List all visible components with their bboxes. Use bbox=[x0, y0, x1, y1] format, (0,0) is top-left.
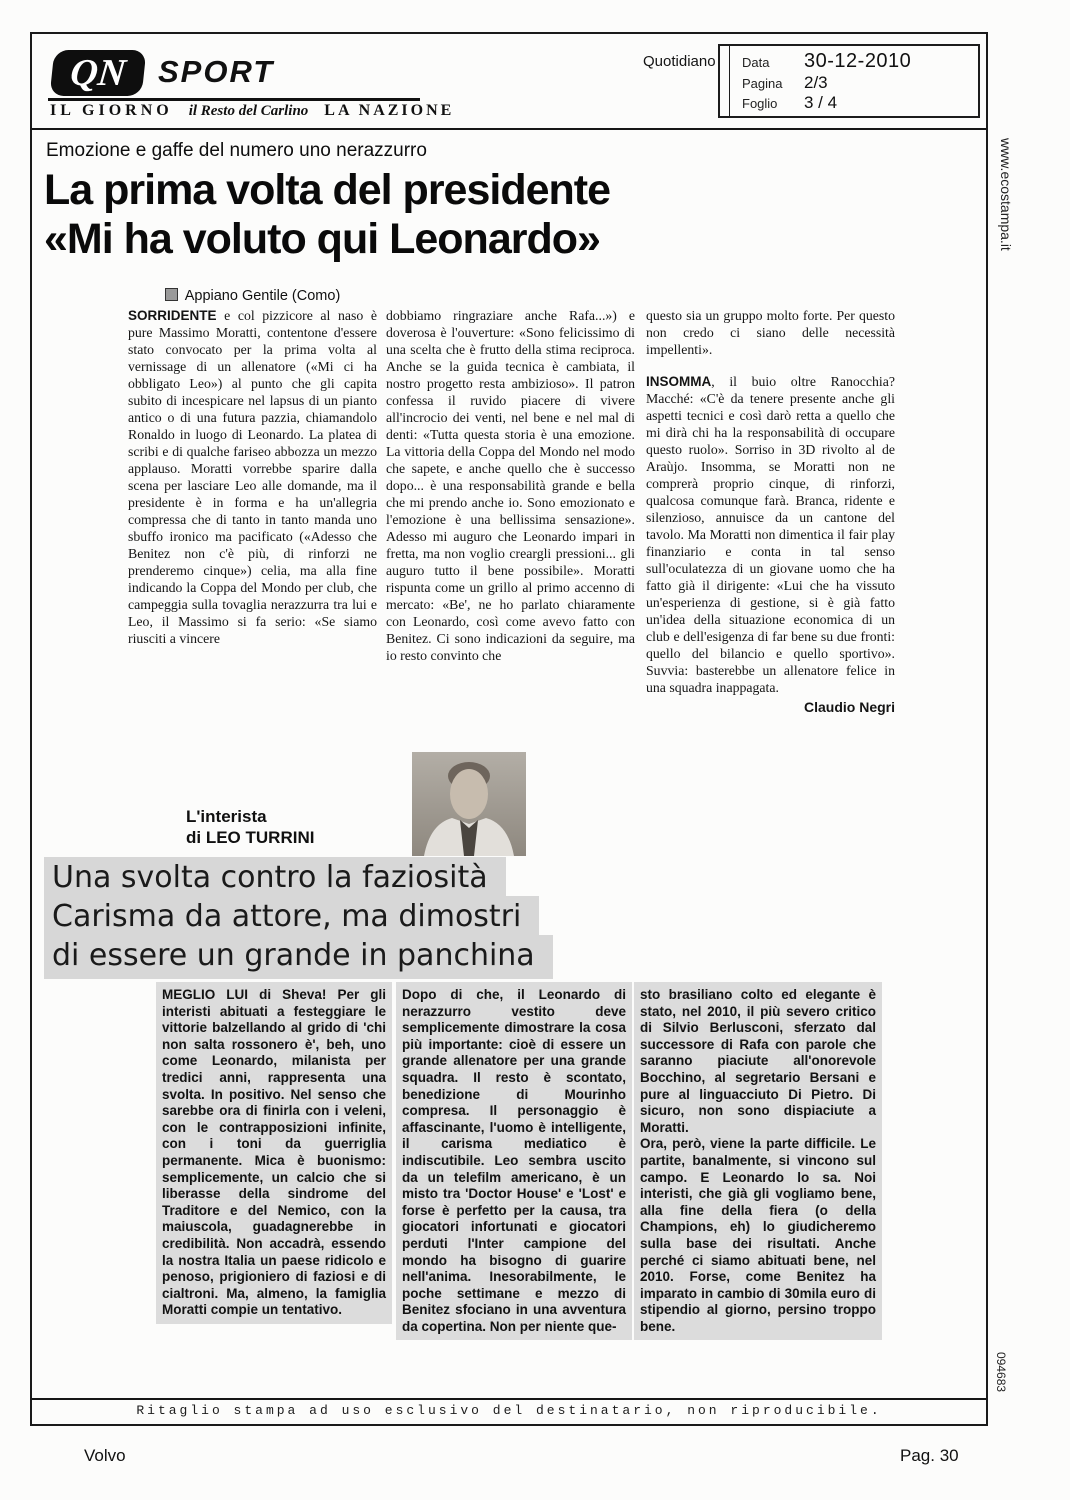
article1-column2 bbox=[386, 307, 635, 664]
article1-column1 bbox=[128, 307, 377, 647]
sport-logo-text: SPORT bbox=[158, 54, 275, 89]
ecostampa-url: www.ecostampa.it bbox=[998, 138, 1014, 251]
article2-col3-paragraph2: Ora, però, viene la parte difficile. Le partite, banalmente, si vincono sul campo. E Leonardo lo sa. Noi interisti, che già gli vogliamo bene, alla fine della fiera (o della Champions, eh) lo giudicheremo sulla base dei risultati. Anche perché ci siamo abituati bene, nel 2010. Forse, come Benitez ha imparato in cambio di 30mila euro di stipendio al giorno, persino troppo bene. bbox=[640, 1136, 876, 1334]
quotidiano-label: Quotidiano bbox=[643, 53, 716, 70]
info-row-pagina bbox=[742, 73, 978, 93]
article1-headline-line2: «Mi ha voluto qui Leonardo» bbox=[44, 215, 600, 263]
article1-kicker: Emozione e gaffe del numero uno nerazzurro bbox=[46, 140, 427, 161]
foglio-value: 3 / 4 bbox=[804, 93, 838, 112]
clipping-code: 094683 bbox=[994, 1352, 1008, 1393]
page-number: Pag. 30 bbox=[900, 1446, 959, 1465]
article2-col3-paragraph1: sto brasiliano colto ed elegante è stato, nel 2010, il più severo critico di Silvio Berlusconi, sferzato dal successore di Rafa con parole che saranno piaciute all'onorevole Bocchino, al segretario Bersani e pure al linguacciuto Di Pietro. Di sicuro, non sono dispiaciute a Moratti. bbox=[640, 987, 876, 1135]
info-row-foglio bbox=[742, 93, 978, 113]
footer-divider bbox=[32, 1398, 986, 1400]
author-photo bbox=[412, 752, 526, 856]
article1-col3-lead: INSOMMA bbox=[646, 374, 712, 389]
author-label-line1: L'interista bbox=[186, 807, 267, 826]
header-divider bbox=[32, 128, 986, 130]
article2-column2 bbox=[396, 982, 632, 1340]
article1-column3 bbox=[646, 307, 895, 716]
data-value: 30-12-2010 bbox=[804, 50, 912, 72]
article2-column1 bbox=[156, 982, 392, 1324]
article2-col2-text: Dopo di che, il Leonardo di nerazzurro vestito deve semplicemente dimostrare la cosa più importante: cioè di essere un grande allenatore per una grande squadra. Il resto è scontato, benedizione di Mourinho compresa. Il personaggio è affascinante, l'uomo è intelligente, il carisma mediatico è indiscutibile. Leo sembra uscito da un telefilm americano, è un misto tra 'Doctor House' e 'Lost' e forse è perfetto per la causa, tra giocatori infortunati e giocatori perduti l'Inter campione del mondo ha bisogno di guarire nell'anima. Inesorabilmente, le poche settimane e mezzo di Benitez sfociano in una avventura da copertina. Non per niente que- bbox=[402, 987, 626, 1334]
article2-col1-lead: MEGLIO LUI bbox=[162, 987, 249, 1002]
brand-label: Volvo bbox=[84, 1446, 126, 1465]
article1-col1-text: e col pizzicore al naso è pure Massimo Moratti, contentone d'essere stato convocato per la prima volta al vernissage di un allenatore («Mi ci ha obbligato Leo») al punto che gli capita subito di incespicare nel lapsus di un pianto antico o di una futura pazzia, chiamandolo Ronaldo in luogo di Leonardo. La platea di scribi e di qualche fariseo abbozza un mezzo applauso. Moratti vorrebbe sparire dalla scena per lasciare Leo alle domande, ma il presidente è in forma e ha un'allegria compressa che di tanto in tanto manda uno sbuffo ironico ma pacificato («Adesso che Benitez non c'è più, di rinforzi ne prenderemo cinque») celia, ma alla fine indicando la Coppa del Mondo per club, che campeggia sulla tovaglia nerazzurra tra lui e Leo, il Massimo si fa serio: «Se siamo riusciti a vincere bbox=[128, 308, 377, 646]
info-row-data bbox=[742, 50, 978, 73]
article1-signature: Claudio Negri bbox=[803, 699, 895, 715]
article2-column3 bbox=[634, 982, 882, 1340]
qn-logo-text: QN bbox=[68, 52, 128, 94]
article1-byline-text: Appiano Gentile (Como) bbox=[184, 288, 341, 304]
article2-headline-line1: Una svolta contro la faziosità bbox=[44, 857, 506, 901]
article1-col3-text: , il buio oltre Ranocchia? Macché: «C'è da tenere presente anche gli aspetti tecnici e così darò retta a quello che mi dirà chi ha la responsabilità di occupare questo ruolo». Sorriso in 3D rivolto al de Araùjo. Insomma, se Moratti non ne comprerà proprio cinque, di rinforzi, qualcosa comunque farà. Branca, ridente e silenzioso, annuisce da un cantone del tavolo. Ma Moratti non dimentica il fair play finanziario e conta in tal senso sull'oculatezza di un giovane uomo che ha fatto già il dirigente: «Lui che ha vissuto un'esperienza di gestione, si è già fatto un'idea della situazione economica di un club e dell'esigenza di far bene su due fronti: quello del bilancio e quello sportivo». Suvvia: basterebbe un allenatore felice in una squadra inappagata. bbox=[646, 374, 895, 695]
article1-headline bbox=[44, 166, 610, 264]
pagina-label: Pagina bbox=[742, 76, 783, 91]
article1-col3-paragraph1: questo sia un gruppo molto forte. Per questo non credo ci siano delle necessità impellenti». bbox=[646, 308, 895, 357]
author-label-line2: di LEO TURRINI bbox=[186, 828, 315, 847]
paper-resto-del-carlino: il Resto del Carlino bbox=[188, 103, 309, 119]
paper-il-giorno: IL GIORNO bbox=[50, 102, 173, 119]
article1-col1-lead: SORRIDENTE bbox=[128, 308, 217, 323]
foglio-label: Foglio bbox=[742, 96, 778, 111]
newspaper-names bbox=[50, 102, 454, 120]
article2-col1-text: di Sheva! Per gli interisti abituati a festeggiare le vittorie balzellando al grido di 'chi non salta rossonero è', beh, uno come Leonardo, milanista per tredici anni, rappresenta una svolta. In positivo. Nel senso che sarebbe ora di finirla con i veleni, con le contrapposizioni infinite, con i toni da guerriglia permanente. Mica è buonismo: semplicemente, un calcio che si liberasse della sindrome del Traditore e del Nemico, con la maiuscola, guadagnerebbe in credibilità. Non accadrà, essendo la nostra Italia un paese ridicolo e penoso, prigioniero di faziosi e di cialtroni. Ma, almeno, la famiglia Moratti compie un tentativo. bbox=[162, 987, 386, 1318]
article2-headline-line2: Carisma da attore, ma dimostri bbox=[44, 896, 539, 940]
press-info-box bbox=[718, 44, 980, 118]
article2-headline-line3: di essere un grande in panchina bbox=[44, 935, 553, 979]
dateline-icon bbox=[165, 288, 178, 301]
data-label: Data bbox=[742, 55, 770, 70]
logo-underline bbox=[48, 98, 420, 101]
article1-col3-paragraph2 bbox=[646, 373, 895, 696]
qn-logo bbox=[50, 50, 147, 96]
column-author-label bbox=[186, 806, 314, 848]
article1-headline-line1: La prima volta del presidente bbox=[44, 166, 611, 214]
press-disclaimer: Ritaglio stampa ad uso esclusivo del destinatario, non riproducibile. bbox=[136, 1403, 882, 1418]
paper-la-nazione: LA NAZIONE bbox=[324, 102, 455, 119]
pagina-value: 2/3 bbox=[804, 73, 828, 92]
article1-col2-text: dobbiamo ringraziare anche Rafa...») e doverosa è l'ouverture: «Sono felicissimo di una scelta che è frutto della stima reciproca. Anche se la guida tecnica è cambiata, il nostro progetto resta ambizioso». Il patron confessa il ruvido piacere di vivere all'incrocio dei venti, nel bene e nel mal di denti: «Tutta questa storia è una emozione. La vittoria della Coppa del Mondo nel modo che sapete, e anche quello che è successo dopo... è una responsabilità grande e bella che mi prendo anche io. Sono emozionato e l'emozione è una bellissima sensazione». Adesso mi auguro che Leonardo impari in fretta, ma non voglio creargli pressioni... gli auguro tutto il bene possibile». Moratti rispunta come un grillo al primo accenno di mercato: «Be', ne ho parlato chiaramente con Leonardo, così come avevo fatto con Benitez. Ci sono indicazioni da seguire, ma io resto convinto che bbox=[386, 308, 635, 663]
article1-byline bbox=[128, 288, 377, 304]
